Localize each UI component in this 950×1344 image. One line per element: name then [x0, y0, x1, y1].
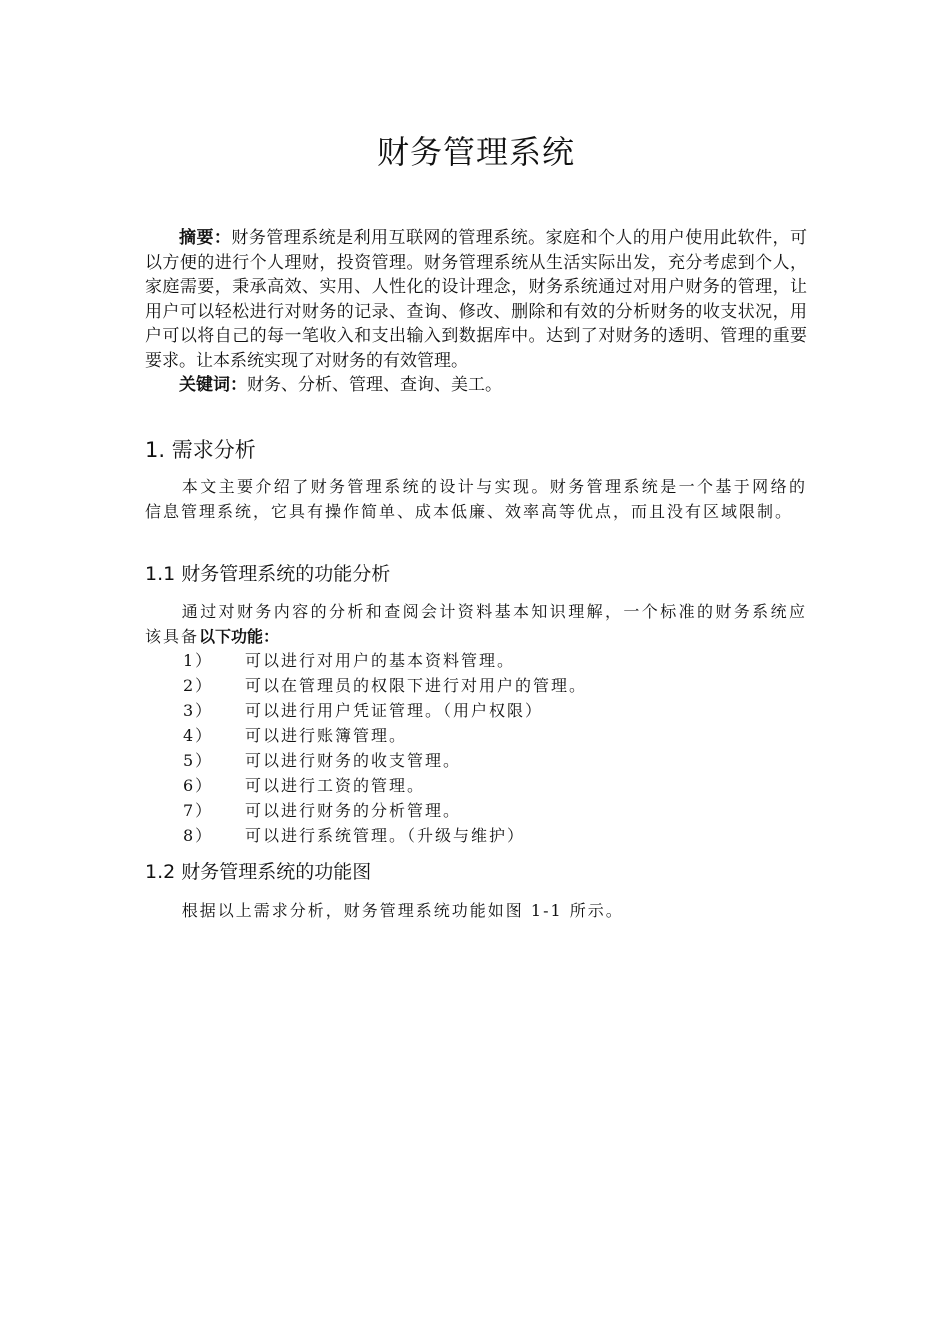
- keywords-paragraph: [145, 373, 807, 398]
- list-item-number: 1）: [183, 651, 214, 670]
- keywords-text: 财务、分析、管理、查询、美工。: [247, 375, 502, 395]
- list-item: [145, 773, 807, 798]
- list-item: [145, 748, 807, 773]
- list-item-number: 7）: [183, 801, 214, 820]
- section-1-text: 本文主要介绍了财务管理系统的设计与实现。财务管理系统是一个基于网络的信息管理系统，它具有操作简单、成本低廉、效率高等优点，而且没有区域限制。: [145, 477, 807, 521]
- abstract-label: 摘要：: [179, 228, 232, 248]
- list-item-text: 可以进行财务的收支管理。: [245, 751, 462, 770]
- list-item: [145, 723, 807, 748]
- function-list: [145, 648, 807, 848]
- list-item-text: 可以进行系统管理。（升级与维护）: [245, 826, 526, 845]
- list-item-number: 5）: [183, 751, 214, 770]
- list-item-text: 可以进行对用户的基本资料管理。: [245, 651, 516, 670]
- section-1-2-text: 根据以上需求分析，财务管理系统功能如图 1-1 所示。: [181, 901, 624, 920]
- list-item-text: 可以进行用户凭证管理。（用户权限）: [245, 701, 544, 720]
- list-item-text: 可以进行财务的分析管理。: [245, 801, 462, 820]
- list-item: [145, 673, 807, 698]
- abstract-block: [145, 226, 807, 398]
- section-1-1-intro-text: 通过对财务内容的分析和查阅会计资料基本知识理解，一个标准的财务系统应该具备: [145, 602, 807, 646]
- keywords-label: 关键词：: [179, 375, 247, 395]
- list-item: [145, 648, 807, 673]
- section-1-1-intro-strong: 以下功能：: [199, 627, 280, 646]
- abstract-paragraph: [145, 226, 807, 373]
- list-item-number: 2）: [183, 676, 214, 695]
- list-item-number: 6）: [183, 776, 214, 795]
- list-item-number: 8）: [183, 826, 214, 845]
- list-item: [145, 823, 807, 848]
- list-item-text: 可以在管理员的权限下进行对用户的管理。: [245, 676, 588, 695]
- list-item-text: 可以进行工资的管理。: [245, 776, 426, 795]
- list-item-number: 3）: [183, 701, 214, 720]
- list-item-text: 可以进行账簿管理。: [245, 726, 408, 745]
- list-item: [145, 798, 807, 823]
- abstract-text: 财务管理系统是利用互联网的管理系统。家庭和个人的用户使用此软件，可以方便的进行个人理财，投资管理。财务管理系统从生活实际出发，充分考虑到个人，家庭需要，秉承高效、实用、人性化的设计理念，财务系统通过对用户财务的管理，让用户可以轻松进行对财务的记录、查询、修改、删除和有效的分析财务的收支状况，用户可以将自己的每一笔收入和支出输入到数据库中。达到了对财务的透明、管理的重要要求。让本系统实现了对财务的有效管理。: [145, 228, 808, 371]
- section-1-1-heading: 1.1 财务管理系统的功能分析: [145, 563, 391, 585]
- document-title: 财务管理系统: [376, 133, 575, 171]
- list-item-number: 4）: [183, 726, 214, 745]
- list-item: [145, 698, 807, 723]
- section-1-1-intro: [145, 599, 807, 649]
- section-1-heading: 1. 需求分析: [145, 438, 256, 462]
- section-1-2-heading: 1.2 财务管理系统的功能图: [145, 861, 372, 883]
